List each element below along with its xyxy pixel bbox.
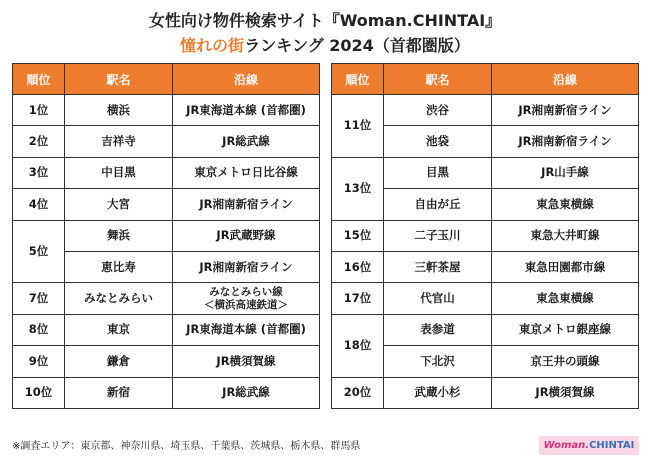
table-row xyxy=(13,126,320,157)
line-cell: JR横須賀線 xyxy=(492,377,639,408)
station-header: 駅名 xyxy=(384,64,492,95)
rank-header: 順位 xyxy=(13,64,65,95)
line-cell: JR武蔵野線 xyxy=(173,220,320,251)
station-header: 駅名 xyxy=(65,64,173,95)
table-row xyxy=(332,220,639,251)
line-header: 沿線 xyxy=(492,64,639,95)
line-cell: 東急大井町線 xyxy=(492,220,639,251)
logo-suffix: CHINTAI xyxy=(589,440,635,451)
rank-cell: 13位 xyxy=(332,157,384,220)
table-row xyxy=(13,157,320,188)
rank-cell: 9位 xyxy=(13,346,65,377)
line-cell: JR湘南新宿ライン xyxy=(492,95,639,126)
station-cell: 新宿 xyxy=(65,377,173,408)
station-cell: 中目黒 xyxy=(65,157,173,188)
line-header: 沿線 xyxy=(173,64,320,95)
line-cell: 東京メトロ日比谷線 xyxy=(173,157,320,188)
station-cell: 自由が丘 xyxy=(384,189,492,220)
station-cell: 池袋 xyxy=(384,126,492,157)
ranking-table-right xyxy=(331,63,639,409)
subtitle-accent: 憧れの街 xyxy=(180,36,245,55)
station-cell: 三軒茶屋 xyxy=(384,251,492,282)
rank-cell: 3位 xyxy=(13,157,65,188)
rank-cell: 16位 xyxy=(332,251,384,282)
table-row xyxy=(332,95,639,126)
table-row xyxy=(13,95,320,126)
line-operator-text: ＜横浜高速鉄道＞ xyxy=(204,298,288,311)
table-row xyxy=(13,346,320,377)
rank-cell: 1位 xyxy=(13,95,65,126)
line-cell: 東急東横線 xyxy=(492,189,639,220)
line-cell: JR東海道本線 (首都圏) xyxy=(173,314,320,345)
table-row xyxy=(13,220,320,251)
table-row xyxy=(13,314,320,345)
rank-cell: 18位 xyxy=(332,314,384,377)
line-text: みなとみらい線 xyxy=(209,285,283,298)
rank-cell: 5位 xyxy=(13,220,65,283)
station-cell: 鎌倉 xyxy=(65,346,173,377)
rank-cell: 7位 xyxy=(13,283,65,314)
station-cell: 舞浜 xyxy=(65,220,173,251)
line-cell: 東急田園都市線 xyxy=(492,251,639,282)
rank-cell: 15位 xyxy=(332,220,384,251)
line-cell: 東京メトロ銀座線 xyxy=(492,314,639,345)
station-cell: 武蔵小杉 xyxy=(384,377,492,408)
line-cell: JR湘南新宿ライン xyxy=(492,126,639,157)
table-row xyxy=(332,251,639,282)
subtitle-rest: ランキング 2024（首都圏版） xyxy=(244,36,470,55)
line-cell: JR横須賀線 xyxy=(173,346,320,377)
table-row xyxy=(332,377,639,408)
line-cell: JR湘南新宿ライン xyxy=(173,251,320,282)
station-cell: 代官山 xyxy=(384,283,492,314)
station-cell: 渋谷 xyxy=(384,95,492,126)
station-cell: 目黒 xyxy=(384,157,492,188)
table-row xyxy=(332,314,639,345)
station-cell: 大宮 xyxy=(65,189,173,220)
ranking-table-left xyxy=(12,63,320,409)
table-row xyxy=(13,189,320,220)
station-cell: 恵比寿 xyxy=(65,251,173,282)
line-cell: JR湘南新宿ライン xyxy=(173,189,320,220)
rank-cell: 4位 xyxy=(13,189,65,220)
rank-header: 順位 xyxy=(332,64,384,95)
logo-prefix: Woman. xyxy=(543,440,590,451)
station-cell: 吉祥寺 xyxy=(65,126,173,157)
line-cell: 京王井の頭線 xyxy=(492,346,639,377)
line-cell xyxy=(173,283,320,314)
page-subtitle xyxy=(0,33,650,56)
line-cell: JR総武線 xyxy=(173,126,320,157)
line-cell: JR総武線 xyxy=(173,377,320,408)
table-row xyxy=(13,377,320,408)
survey-area-footnote: ※調査エリア：東京都、神奈川県、埼玉県、千葉県、茨城県、栃木県、群馬県 xyxy=(12,441,361,452)
rank-cell: 20位 xyxy=(332,377,384,408)
rank-cell: 17位 xyxy=(332,283,384,314)
line-cell: JR山手線 xyxy=(492,157,639,188)
table-row xyxy=(332,283,639,314)
woman-chintai-logo xyxy=(539,436,639,455)
station-cell: みなとみらい xyxy=(65,283,173,314)
rank-cell: 10位 xyxy=(13,377,65,408)
rank-cell: 8位 xyxy=(13,314,65,345)
station-cell: 横浜 xyxy=(65,95,173,126)
line-cell: 東急東横線 xyxy=(492,283,639,314)
table-row xyxy=(13,283,320,314)
station-cell: 表参道 xyxy=(384,314,492,345)
rank-cell: 2位 xyxy=(13,126,65,157)
page-title: 女性向け物件検索サイト『Woman.CHINTAI』 xyxy=(148,11,502,30)
line-cell: JR東海道本線 (首都圏) xyxy=(173,95,320,126)
rank-cell: 11位 xyxy=(332,95,384,158)
station-cell: 二子玉川 xyxy=(384,220,492,251)
table-row xyxy=(332,157,639,188)
station-cell: 東京 xyxy=(65,314,173,345)
table-header-row xyxy=(13,64,320,95)
table-header-row xyxy=(332,64,639,95)
station-cell: 下北沢 xyxy=(384,346,492,377)
